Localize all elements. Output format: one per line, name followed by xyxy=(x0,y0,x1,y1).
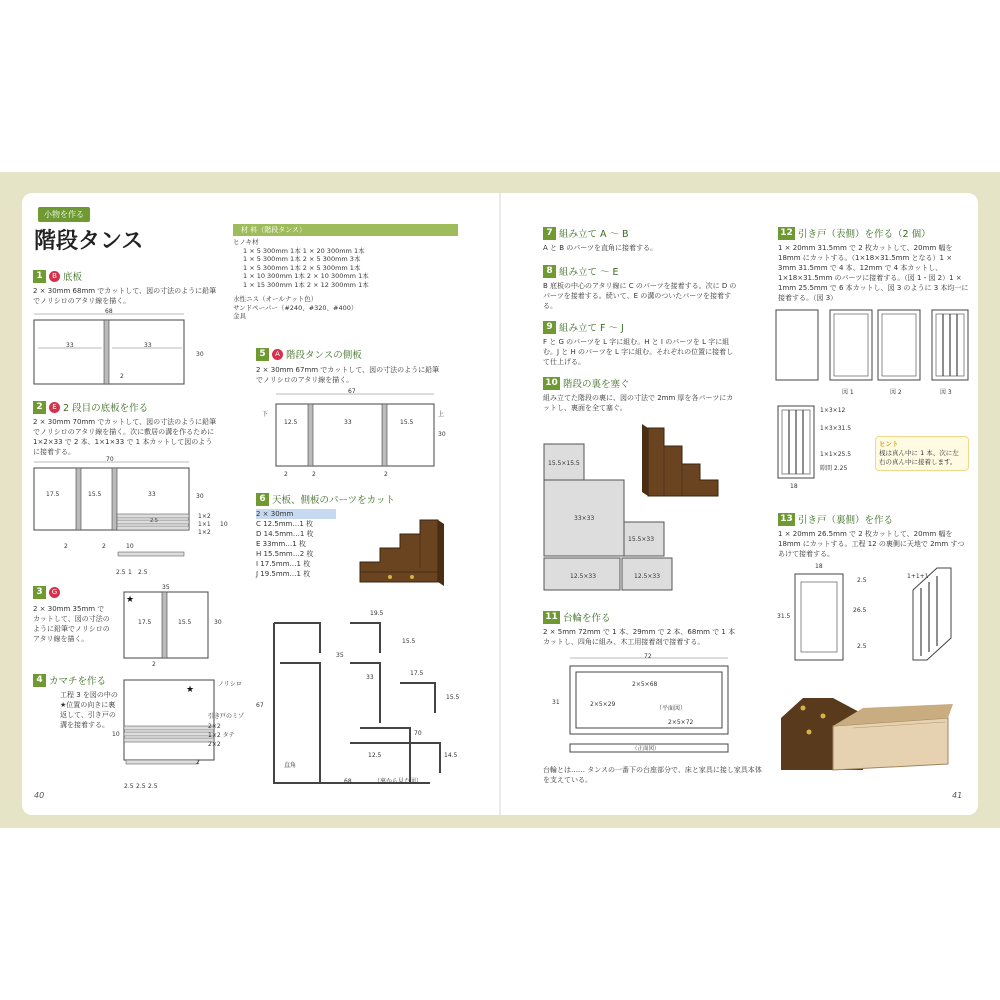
dim-label: 2.5 xyxy=(148,783,158,790)
dim-label: 17.5 xyxy=(410,670,424,677)
cut-list-item: J 19.5mm…1 枚 xyxy=(256,570,311,578)
page-number-left: 40 xyxy=(34,791,45,800)
cut-list-item: D 14.5mm…1 枚 xyxy=(256,530,314,538)
materials-line: 1 × 5 300mm 1本 2 × 5 300mm 3本 xyxy=(243,255,361,263)
step-10-heading xyxy=(543,376,630,390)
dim-label: 30 xyxy=(438,431,446,438)
dim-label: 1×1×25.5 xyxy=(820,451,852,458)
dim-label: 2 xyxy=(64,543,68,550)
page-gutter xyxy=(499,193,501,815)
step-8-text: B 底板の中心のアタリ線に C のパーツを接着する。次に D のパーツを接着する。続いて、E の溝のついたパーツを接着する。 xyxy=(543,282,737,310)
dim-label: 14.5 xyxy=(444,752,458,759)
materials-box xyxy=(233,224,458,321)
step-12-text: 1 × 20mm 31.5mm で 2 枚カットして、20mm 幅を 18mm にカットする。（1×18×31.5mm となる）1 × 3mm 31.5mm で 4 本、12mm で 4 本カットし、1×18×31.5mm のパーツに接着する。（図 1・図 2）1 × 1mm 25.5mm で 6 本カットし、図 3 のように 3 本均一に接着する。（図 3） xyxy=(778,244,969,302)
cut-list-item: E 33mm…1 枚 xyxy=(256,540,306,548)
dim-label: 33 xyxy=(148,491,156,498)
dim-label: 15.5 xyxy=(446,694,460,701)
door-detail-diagram xyxy=(772,400,882,492)
step-number: 2 xyxy=(33,401,46,414)
dim-label: 67 xyxy=(348,388,356,395)
dim-label: 15.5 xyxy=(178,619,192,626)
dim-label: 30 xyxy=(196,351,204,358)
step-number: 8 xyxy=(543,265,556,278)
dim-label: 10 xyxy=(220,521,228,528)
dim-label: 2 xyxy=(284,471,288,478)
star-marker-icon: ★ xyxy=(186,685,195,695)
dim-label: 1×1 xyxy=(198,521,211,528)
stair-chest-photo-front xyxy=(350,512,450,594)
step-2-diagram xyxy=(30,456,230,586)
dim-label: 30 xyxy=(214,619,222,626)
step-number: 10 xyxy=(543,377,560,390)
door-figures xyxy=(772,306,972,398)
dim-label: 15.5 xyxy=(400,419,414,426)
step-5-heading xyxy=(256,347,362,361)
dim-label: 2.5 xyxy=(857,643,867,650)
dim-label: 12.5 xyxy=(368,752,382,759)
step-13-text: 1 × 20mm 26.5mm で 2 枚カットして、20mm 幅を 18mm にカットする。工程 12 の裏側に天地で 2mm すつあけて接着する。 xyxy=(778,530,965,558)
dim-label: 2 xyxy=(384,471,388,478)
stair-chest-photo-drawer xyxy=(773,678,973,778)
part-badge: E xyxy=(49,402,60,413)
part-badge: A xyxy=(272,349,283,360)
dim-label: 33 xyxy=(366,674,374,681)
dim-label: 17.5 xyxy=(46,491,60,498)
step-13-heading xyxy=(778,512,893,526)
materials-extra: 金具 xyxy=(233,312,246,320)
dim-label: 33 xyxy=(66,342,74,349)
stair-chest-photo-back xyxy=(638,418,730,503)
step-number: 12 xyxy=(778,227,795,240)
step-number: 3 xyxy=(33,586,46,599)
star-marker-icon: ★ xyxy=(126,595,135,605)
step-8-heading xyxy=(543,264,619,278)
base-note: 台輪とは…… タンスの一番下の台座部分で、床と家具に接し家具本体を支えている。 xyxy=(543,766,762,784)
step-11-text: 2 × 5mm 72mm で 1 本、29mm で 2 本、68mm で 1 本カットし、四角に組み、木工用接着剤で接着する。 xyxy=(543,628,736,646)
cut-list-item: 2 × 30mm xyxy=(256,509,336,519)
figure-label: 図 3 xyxy=(940,389,952,396)
step-2-text: 2 × 30mm 70mm でカットして、図の寸法のように鉛筆でノリシロのアタリ線を描く。次に敷居の溝を作るために 1×2×33 で 2 本、1×1×33 で 1 本カットして図のように接着する。 xyxy=(33,418,217,456)
dim-label: 1×2 タテ xyxy=(208,732,235,739)
category-tag: 小物を作る xyxy=(38,207,90,222)
materials-line: 1 × 15 300mm 1本 2 × 12 300mm 1本 xyxy=(243,280,369,289)
hint-title: ヒント xyxy=(879,440,899,448)
dim-label: 18 xyxy=(790,483,798,490)
dim-label: 33×33 xyxy=(574,515,595,522)
materials-line: 1 × 5 300mm 1本 1 × 20 300mm 1本 xyxy=(243,246,365,255)
dim-label: 2×5×72 xyxy=(668,719,694,726)
dim-label: 12.5×33 xyxy=(634,573,661,580)
step-9-heading xyxy=(543,320,624,334)
step-6-heading xyxy=(256,492,395,506)
step-number: 11 xyxy=(543,611,560,624)
dim-label: 33 xyxy=(344,419,352,426)
step-number: 1 xyxy=(33,270,46,283)
part-badge: B xyxy=(49,271,60,282)
dim-label: 1 xyxy=(128,569,132,576)
dim-label: 12.5×33 xyxy=(570,573,597,580)
cut-list-item: C 12.5mm…1 枚 xyxy=(256,520,314,528)
materials-extra: サンドペーパー（#240、#320、#400） xyxy=(233,303,358,312)
step-title: 組み立て A ～ B xyxy=(559,229,629,240)
dim-label: 2×2 xyxy=(208,723,221,730)
dim-label: 2 xyxy=(152,661,156,667)
dim-label: 72 xyxy=(644,653,652,660)
step-3-diagram xyxy=(118,582,223,667)
step-12-heading xyxy=(778,226,931,240)
page-number-right: 41 xyxy=(952,791,963,800)
dim-label: 隙間 2.25 xyxy=(820,465,848,472)
dim-label: 2.5 xyxy=(150,518,158,524)
hint-box xyxy=(875,436,969,471)
dim-label: 68 xyxy=(344,778,352,785)
step-number: 7 xyxy=(543,227,556,240)
dim-label: 31.5 xyxy=(777,613,791,620)
dim-label: 1×2 xyxy=(198,513,211,520)
materials-extra: 水性ニス（オールナット色） xyxy=(233,295,318,303)
step-number: 5 xyxy=(256,348,269,361)
dim-label: 31 xyxy=(552,699,560,706)
dim-label: 15.5×33 xyxy=(628,536,655,543)
dim-label: 12.5 xyxy=(284,419,298,426)
figure-label: 図 1 xyxy=(842,389,854,396)
step-title: 階段タンスの側板 xyxy=(286,350,362,361)
dim-label: 26.5 xyxy=(853,607,867,614)
door-back-diagram xyxy=(775,560,975,672)
step-1-heading xyxy=(33,269,82,283)
dim-label: 引き戸のミゾ xyxy=(208,713,245,720)
dim-label: 1×3×12 xyxy=(820,407,846,414)
dim-label: 2 xyxy=(102,543,106,550)
dim-label: 30 xyxy=(196,493,204,500)
dim-label: 15.5 xyxy=(88,491,102,498)
step-title: 引き戸（裏側）を作る xyxy=(798,515,894,526)
step-title: 2 段目の底板を作る xyxy=(63,403,149,414)
step-number: 6 xyxy=(256,493,269,506)
dim-label: 2.5 xyxy=(116,569,126,576)
base-frame-diagram xyxy=(540,652,740,760)
dim-label: 68 xyxy=(105,308,113,315)
dim-label: 直角 xyxy=(284,762,297,769)
step-title: 天板、側板のパーツをカット xyxy=(272,495,396,506)
step-1-text: 2 × 30mm 68mm でカットして、図の寸法のように鉛筆でノリシロのアタリ線を描く。 xyxy=(33,287,217,305)
dim-label: 2.5 xyxy=(124,783,134,790)
step-9-text: F と G のパーツを L 字に組む。H と I のパーツを L 字に組む。J と H のパーツを L 字に組む。それぞれの位置に接着して仕上げる。 xyxy=(543,338,734,366)
step-5-diagram xyxy=(256,386,456,481)
step-6-assembly-diagram xyxy=(250,603,460,793)
dim-label: 10 xyxy=(112,731,120,738)
dim-label: 70 xyxy=(106,456,114,463)
dim-label: 67 xyxy=(256,702,264,709)
step-number: 9 xyxy=(543,321,556,334)
dim-label: 2 xyxy=(312,471,316,478)
dim-label: 2×2 xyxy=(208,741,221,748)
dim-label: 17.5 xyxy=(138,619,152,626)
materials-wood-title: ヒノキ材 xyxy=(233,238,259,246)
step-number: 13 xyxy=(778,513,795,526)
hint-text: 桟は真ん中に 1 本、次に左右の真ん中に接着します。 xyxy=(879,449,959,466)
step-3-text: 2 × 30mm 35mm でカットして、図の寸法のように鉛筆でノリシロのアタリ線を描く。 xyxy=(33,605,110,643)
step-4-text: 工程 3 を図の中の★位置の向きに裏返して、引き戸の溝を接着する。 xyxy=(60,691,118,729)
step-7-text: A と B のパーツを直角に接着する。 xyxy=(543,244,657,252)
page-title: 階段タンス xyxy=(34,229,144,254)
step-title: 台輪を作る xyxy=(563,613,611,624)
step-5-text: 2 × 30mm 67mm でカットして、図の寸法のように鉛筆でノリシロのアタリ線を描く。 xyxy=(256,366,440,384)
dim-label: ノリシロ xyxy=(218,681,242,688)
dim-label: 上 xyxy=(438,411,445,418)
dim-label: （正面図） xyxy=(632,746,660,752)
dim-label: 33 xyxy=(144,342,152,349)
step-3-heading xyxy=(33,586,60,599)
step-10-text: 組み立てた階段の裏に、図の寸法で 2mm 厚を各パーツにカットし、裏面を全て塞ぐ。 xyxy=(543,394,734,412)
dim-label: 2.5 xyxy=(136,783,146,790)
step-1-diagram xyxy=(30,306,210,396)
step-title: 組み立て F ～ J xyxy=(559,323,624,334)
cut-list xyxy=(256,509,336,579)
dim-label: 18 xyxy=(815,563,823,570)
dim-label: 1×3×31.5 xyxy=(820,425,852,432)
step-title: 引き戸（表側）を作る（2 個） xyxy=(798,229,931,240)
dim-label: 10 xyxy=(126,543,134,550)
dim-label: 2.5 xyxy=(138,569,148,576)
dim-label: 2.5 xyxy=(857,577,867,584)
dim-label: 2×5×29 xyxy=(590,701,616,708)
dim-label: （裏から見た図） xyxy=(374,778,423,785)
dim-label: 2 xyxy=(120,373,124,380)
step-number: 4 xyxy=(33,674,46,687)
step-title: 組み立て ～ E xyxy=(559,267,619,278)
figure-label: 図 2 xyxy=(890,389,902,396)
step-4-heading xyxy=(33,673,106,687)
dim-label: （平面図） xyxy=(656,705,687,712)
dim-label: 2 xyxy=(196,759,200,766)
cut-list-item: H 15.5mm…2 枚 xyxy=(256,550,314,558)
step-7-heading xyxy=(543,226,629,240)
dim-label: 19.5 xyxy=(370,610,384,617)
step-11-heading xyxy=(543,610,611,624)
step-2-heading xyxy=(33,400,148,414)
dim-label: 35 xyxy=(336,652,344,659)
step-title: 階段の裏を塞ぐ xyxy=(563,379,630,390)
step-title: 底板 xyxy=(63,272,83,283)
materials-line: 1 × 5 300mm 1本 2 × 5 300mm 1本 xyxy=(243,263,361,272)
dim-label: 70 xyxy=(414,730,422,737)
dim-label: 15.5×15.5 xyxy=(548,460,580,467)
dim-label: 15.5 xyxy=(402,638,416,645)
dim-label: 下 xyxy=(262,411,269,418)
materials-header: 材 料（階段タンス） xyxy=(233,224,458,236)
dim-label: 2×5×68 xyxy=(632,681,658,688)
step-title: カマチを作る xyxy=(49,676,107,687)
dim-label: 1×2 xyxy=(198,529,211,536)
materials-line: 1 × 10 300mm 1本 2 × 10 300mm 1本 xyxy=(243,272,369,280)
dim-label: 1+1+1 xyxy=(907,573,929,580)
part-badge: G xyxy=(49,587,60,598)
dim-label: 35 xyxy=(162,584,170,591)
cut-list-item: I 17.5mm…1 枚 xyxy=(256,560,311,568)
